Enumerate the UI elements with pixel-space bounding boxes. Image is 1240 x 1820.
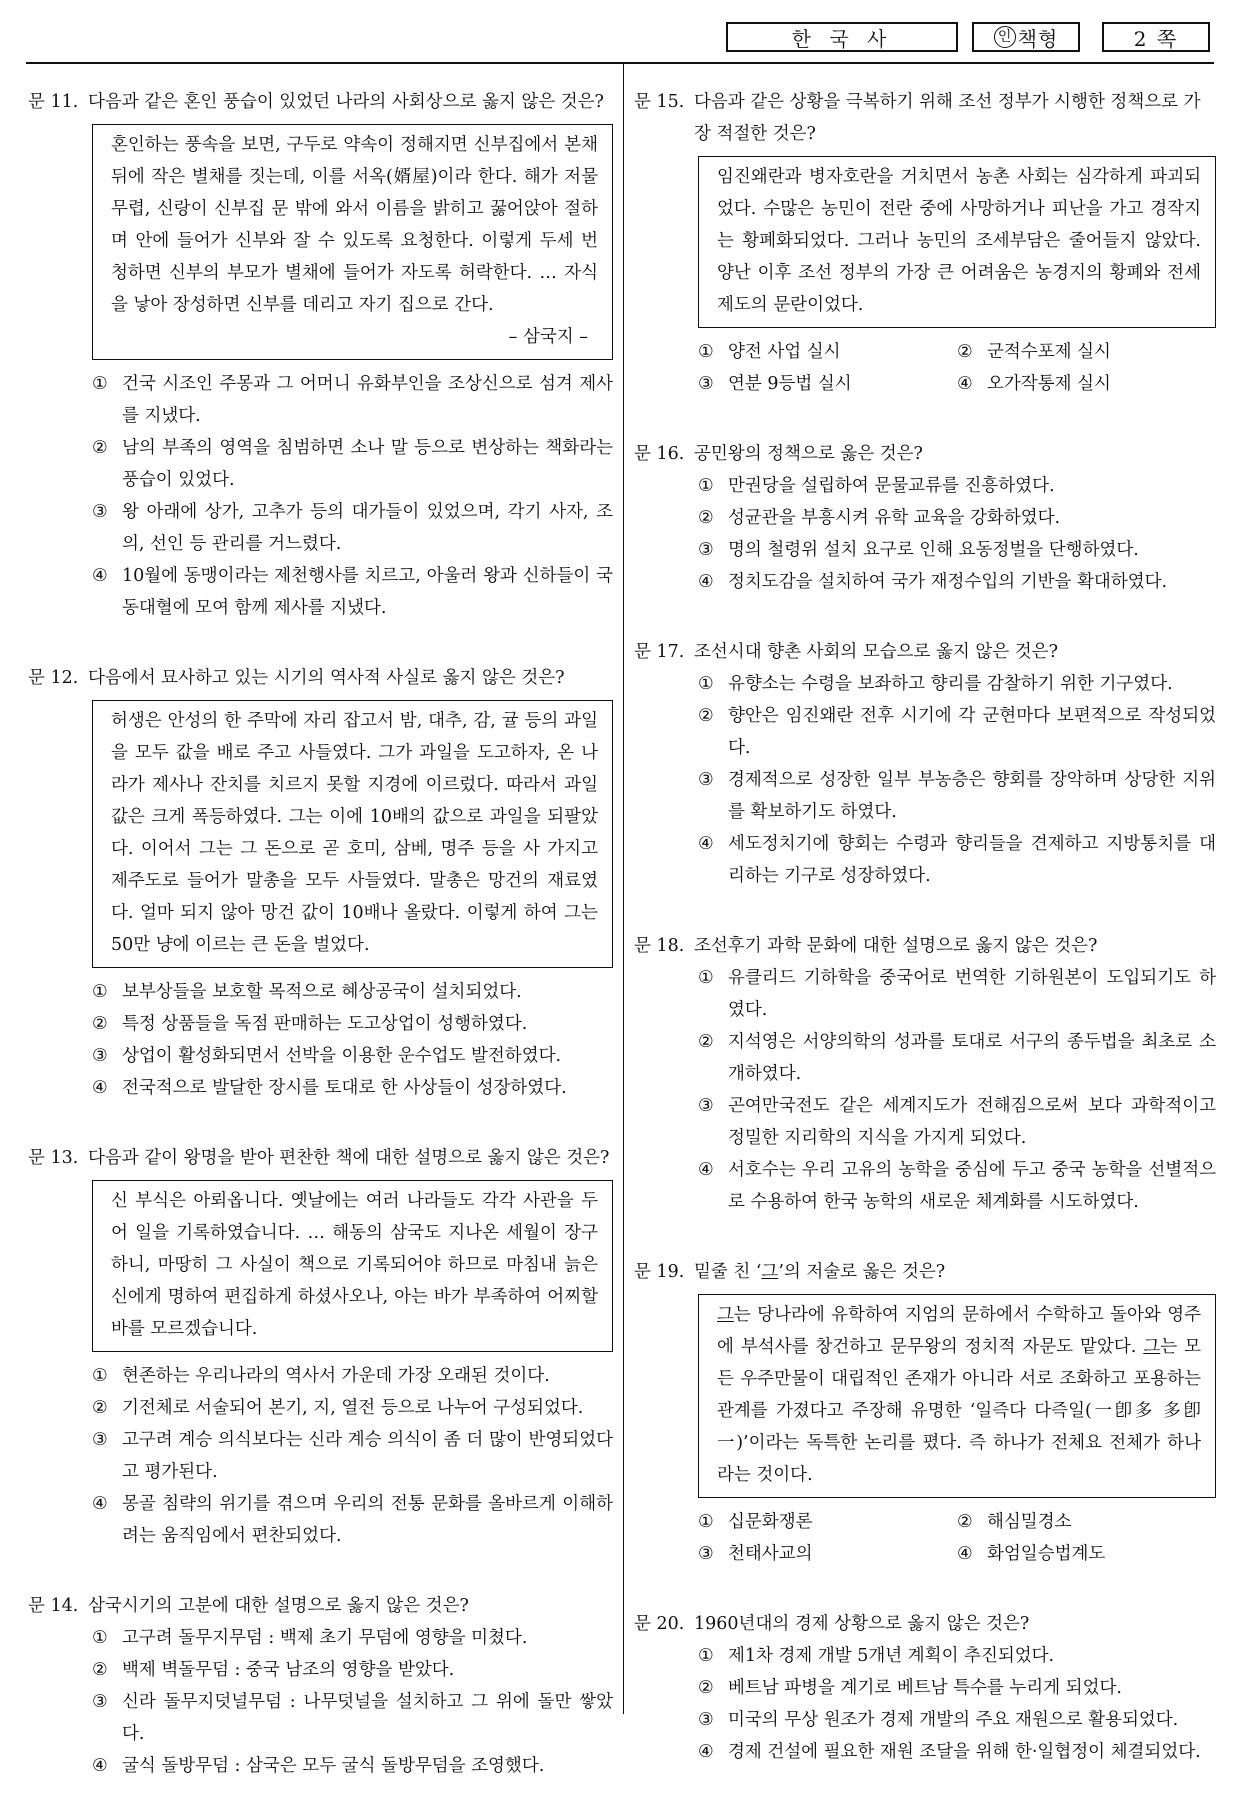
- passage-box: [698, 1294, 1216, 1498]
- option-1[interactable]: ① 십문화쟁론: [698, 1512, 813, 1532]
- question-19: [634, 1256, 1216, 1570]
- options: [698, 336, 1216, 400]
- option-1[interactable]: ① 제1차 경제 개발 5개년 계획이 추진되었다.: [698, 1646, 1055, 1666]
- question-stem: 공민왕의 정책으로 옳은 것은?: [694, 444, 923, 464]
- underlined-term: 그: [761, 1262, 779, 1282]
- option-1[interactable]: ① 유클리드 기하학을 중국어로 번역한 기하원본이 도입되기도 하였다.: [698, 968, 1216, 1020]
- question-18: [634, 930, 1216, 1218]
- option-4[interactable]: ④ 굴식 돌방무덤 : 삼국은 모두 굴식 돌방무덤을 조영했다.: [92, 1756, 545, 1776]
- option-1[interactable]: ① 현존하는 우리나라의 역사서 가운데 가장 오래된 것이다.: [92, 1366, 550, 1386]
- question-20: [634, 1608, 1216, 1768]
- options: [698, 1506, 1216, 1570]
- option-3[interactable]: ③ 경제적으로 성장한 일부 부농층은 향회를 장악하며 상당한 지위를 확보하기도 하였다.: [698, 770, 1216, 822]
- options: [92, 976, 613, 1104]
- option-3[interactable]: ③ 곤여만국전도 같은 세계지도가 전해짐으로써 보다 과학적이고 정밀한 지리학의 지식을 가지게 되었다.: [698, 1096, 1216, 1148]
- option-3[interactable]: ③ 상업이 활성화되면서 선박을 이용한 운수업도 발전하였다.: [92, 1046, 562, 1066]
- option-3[interactable]: ③ 고구려 계승 의식보다는 신라 계승 의식이 좀 더 많이 반영되었다고 평가된다.: [92, 1430, 613, 1482]
- option-3[interactable]: ③ 연분 9등법 실시: [698, 374, 852, 394]
- question-12: [28, 662, 613, 1104]
- passage-text: 혼인하는 풍속을 보면, 구두로 약속이 정해지면 신부집에서 본채 뒤에 작은 별채를 짓는데, 이를 서옥(婿屋)이라 한다. 해가 저물 무렵, 신랑이 신부집 문 밖에 와서 이름을 밝히고 꿇어앉아 절하며 안에 들어가 신부와 잘 수 있도록 요청한다. 이렇게 두세 번 청하면 신부의 부모가 별채에 들어가 자도록 허락한다. … 자식을 낳아 장성하면 신부를 데리고 자기 집으로 간다.: [111, 135, 598, 315]
- option-1[interactable]: ① 건국 시조인 주몽과 그 어머니 유화부인을 조상신으로 섬겨 제사를 지냈다.: [92, 374, 613, 426]
- option-3[interactable]: ③ 미국의 무상 원조가 경제 개발의 주요 재원으로 활용되었다.: [698, 1710, 1179, 1730]
- option-4[interactable]: ④ 몽골 침략의 위기를 겪으며 우리의 전통 문화를 올바르게 이해하려는 움직임에서 편찬되었다.: [92, 1494, 613, 1546]
- option-1[interactable]: ① 양전 사업 실시: [698, 342, 841, 362]
- option-4[interactable]: ④ 화엄일승법계도: [957, 1544, 1106, 1564]
- page-number: 2 쪽: [1133, 26, 1179, 51]
- option-1[interactable]: ① 만권당을 설립하여 문물교류를 진흥하였다.: [698, 476, 1055, 496]
- options: [698, 470, 1216, 598]
- option-4[interactable]: ④ 전국적으로 발달한 장시를 토대로 한 사상들이 성장하였다.: [92, 1078, 567, 1098]
- option-1[interactable]: ① 보부상들을 보호할 목적으로 혜상공국이 설치되었다.: [92, 982, 522, 1002]
- passage-box: [92, 700, 613, 968]
- option-4[interactable]: ④ 세도정치기에 향회는 수령과 향리들을 견제하고 지방통치를 대리하는 기구로 성장하였다.: [698, 834, 1216, 886]
- question-number: 문 14.: [28, 1596, 79, 1616]
- option-3[interactable]: ③ 천태사교의: [698, 1544, 813, 1564]
- underlined-term: 그: [1143, 1337, 1161, 1357]
- booklet-type-mark: 인: [994, 26, 1016, 48]
- right-column: [634, 86, 1216, 1806]
- column-divider: [623, 64, 624, 1714]
- option-2[interactable]: ② 향안은 임진왜란 전후 시기에 각 군현마다 보편적으로 작성되었다.: [698, 706, 1216, 758]
- option-3[interactable]: ③ 명의 철령위 설치 요구로 인해 요동정벌을 단행하였다.: [698, 540, 1139, 560]
- question-stem: 조선후기 과학 문화에 대한 설명으로 옳지 않은 것은?: [694, 936, 1098, 956]
- question-stem: 다음에서 묘사하고 있는 시기의 역사적 사실로 옳지 않은 것은?: [88, 668, 565, 688]
- question-stem: 1960년대의 경제 상황으로 옳지 않은 것은?: [694, 1614, 1030, 1634]
- option-2[interactable]: ② 해심밀경소: [957, 1512, 1072, 1532]
- options: [92, 1622, 613, 1782]
- page-number-box: [1102, 22, 1210, 52]
- option-2[interactable]: ② 기전체로 서술되어 본기, 지, 열전 등으로 나누어 구성되었다.: [92, 1398, 584, 1418]
- question-number: 문 16.: [634, 444, 685, 464]
- option-4[interactable]: ④ 정치도감을 설치하여 국가 재정수입의 기반을 확대하였다.: [698, 572, 1168, 592]
- question-number: 문 20.: [634, 1614, 685, 1634]
- subject-label: 한 국 사: [791, 26, 893, 51]
- passage-box: [698, 156, 1216, 328]
- question-number: 문 18.: [634, 936, 685, 956]
- passage-text: 허생은 안성의 한 주막에 자리 잡고서 밤, 대추, 감, 귤 등의 과일을 모두 값을 배로 주고 사들였다. 그가 과일을 도고하자, 온 나라가 제사나 잔치를 치르지 못할 지경에 이르렀다. 따라서 과일값은 크게 폭등하였다. 그는 이에 10배의 값으로 과일을 되팔았다. 이어서 그는 그 돈으로 곧 호미, 삼베, 명주 등을 사 가지고 제주도로 들어가 말총을 모두 사들였다. 말총은 망건의 재료였다. 얼마 되지 않아 망건 값이 10배나 올랐다. 이렇게 하여 그는 50만 냥에 이르는 큰 돈을 벌었다.: [111, 711, 598, 955]
- option-4[interactable]: ④ 오가작통제 실시: [957, 374, 1111, 394]
- passage-box: [92, 124, 613, 360]
- question-stem: 조선시대 향촌 사회의 모습으로 옳지 않은 것은?: [694, 642, 1058, 662]
- option-2[interactable]: ② 베트남 파병을 계기로 베트남 특수를 누리게 되었다.: [698, 1678, 1122, 1698]
- option-2[interactable]: ② 특정 상품들을 독점 판매하는 도고상업이 성행하였다.: [92, 1014, 528, 1034]
- left-column: [28, 86, 613, 1820]
- passage-text: 신 부식은 아뢰옵니다. 옛날에는 여러 나라들도 각각 사관을 두어 일을 기록하였습니다. … 해동의 삼국도 지나온 세월이 장구하니, 마땅히 그 사실이 책으로 기록되어야 하므로 마침내 늙은 신에게 명하여 편집하게 하셨사오나, 아는 바가 부족하여 어찌할 바를 모르겠습니다.: [111, 1191, 598, 1339]
- option-2[interactable]: ② 군적수포제 실시: [957, 342, 1111, 362]
- option-3[interactable]: ③ 왕 아래에 상가, 고추가 등의 대가들이 있었으며, 각기 사자, 조의, 선인 등 관리를 거느렸다.: [92, 502, 613, 554]
- question-16: [634, 438, 1216, 598]
- question-number: 문 12.: [28, 668, 79, 688]
- option-2[interactable]: ② 성균관을 부흥시켜 유학 교육을 강화하였다.: [698, 508, 1061, 528]
- booklet-type-label: 책형: [1017, 26, 1059, 51]
- question-stem: 다음과 같은 혼인 풍습이 있었던 나라의 사회상으로 옳지 않은 것은?: [88, 92, 604, 112]
- option-4[interactable]: ④ 서호수는 우리 고유의 농학을 중심에 두고 중국 농학을 선별적으로 수용하여 한국 농학의 새로운 체계화를 시도하였다.: [698, 1160, 1216, 1212]
- option-2[interactable]: ② 남의 부족의 영역을 침범하면 소나 말 등으로 변상하는 책화라는 풍습이 있었다.: [92, 438, 613, 490]
- option-4[interactable]: ④ 경제 건설에 필요한 재원 조달을 위해 한·일협정이 체결되었다.: [698, 1742, 1201, 1762]
- passage-text: 임진왜란과 병자호란을 거치면서 농촌 사회는 심각하게 파괴되었다. 수많은 농민이 전란 중에 사망하거나 피난을 가고 경작지는 황폐화되었다. 그러나 농민의 조세부담은 줄어들지 않았다. 양난 이후 조선 정부의 가장 큰 어려움은 농경지의 황폐와 전세 제도의 문란이었다.: [717, 167, 1201, 315]
- question-stem: 삼국시기의 고분에 대한 설명으로 옳지 않은 것은?: [88, 1596, 469, 1616]
- question-number: 문 17.: [634, 642, 685, 662]
- option-2[interactable]: ② 지석영은 서양의학의 성과를 토대로 서구의 종두법을 최초로 소개하였다.: [698, 1032, 1216, 1084]
- header-rule: [26, 62, 1214, 64]
- question-15: [634, 86, 1216, 400]
- question-number: 문 15.: [634, 92, 685, 112]
- question-17: [634, 636, 1216, 892]
- option-3[interactable]: ③ 신라 돌무지덧널무덤 : 나무덧널을 설치하고 그 위에 돌만 쌓았다.: [92, 1692, 613, 1744]
- options: [92, 1360, 613, 1552]
- booklet-type-box: [972, 22, 1080, 52]
- passage-text: 그는 당나라에 유학하여 지엄의 문하에서 수학하고 돌아와 영주에 부석사를 창건하고 문무왕의 정치적 자문도 맡았다. 그는 모든 우주만물이 대립적인 존재가 아니라 서로 조화하고 포용하는 관계를 가졌다고 주장해 유명한 ‘일즉다 다즉일(一卽多 多卽一)’이라는 독특한 논리를 폈다. 즉 하나가 전체요 전체가 하나라는 것이다.: [717, 1305, 1201, 1485]
- question-stem: 다음과 같이 왕명을 받아 편찬한 책에 대한 설명으로 옳지 않은 것은?: [88, 1148, 610, 1168]
- question-number: 문 13.: [28, 1148, 79, 1168]
- options: [698, 668, 1216, 892]
- subject-box: [726, 22, 958, 52]
- question-number: 문 19.: [634, 1262, 685, 1282]
- option-1[interactable]: ① 고구려 돌무지무덤 : 백제 초기 무덤에 영향을 미쳤다.: [92, 1628, 528, 1648]
- question-14: [28, 1590, 613, 1782]
- options: [698, 1640, 1216, 1768]
- option-2[interactable]: ② 백제 벽돌무덤 : 중국 남조의 영향을 받았다.: [92, 1660, 455, 1680]
- option-1[interactable]: ① 유향소는 수령을 보좌하고 향리를 감찰하기 위한 기구였다.: [698, 674, 1173, 694]
- option-4[interactable]: ④ 10월에 동맹이라는 제천행사를 치르고, 아울러 왕과 신하들이 국동대혈에 모여 함께 제사를 지냈다.: [92, 566, 613, 618]
- question-stem: 다음과 같은 상황을 극복하기 위해 조선 정부가 시행한 정책으로 가장 적절한 것은?: [694, 92, 1201, 144]
- passage-box: [92, 1180, 613, 1352]
- question-11: [28, 86, 613, 624]
- options: [698, 962, 1216, 1218]
- question-number: 문 11.: [28, 92, 79, 112]
- question-stem: 밑줄 친 ‘그’의 저술로 옳은 것은?: [694, 1262, 946, 1282]
- passage-source: – 삼국지 –: [508, 327, 588, 347]
- question-13: [28, 1142, 613, 1552]
- options: [92, 368, 613, 624]
- underlined-term: 그: [717, 1305, 734, 1325]
